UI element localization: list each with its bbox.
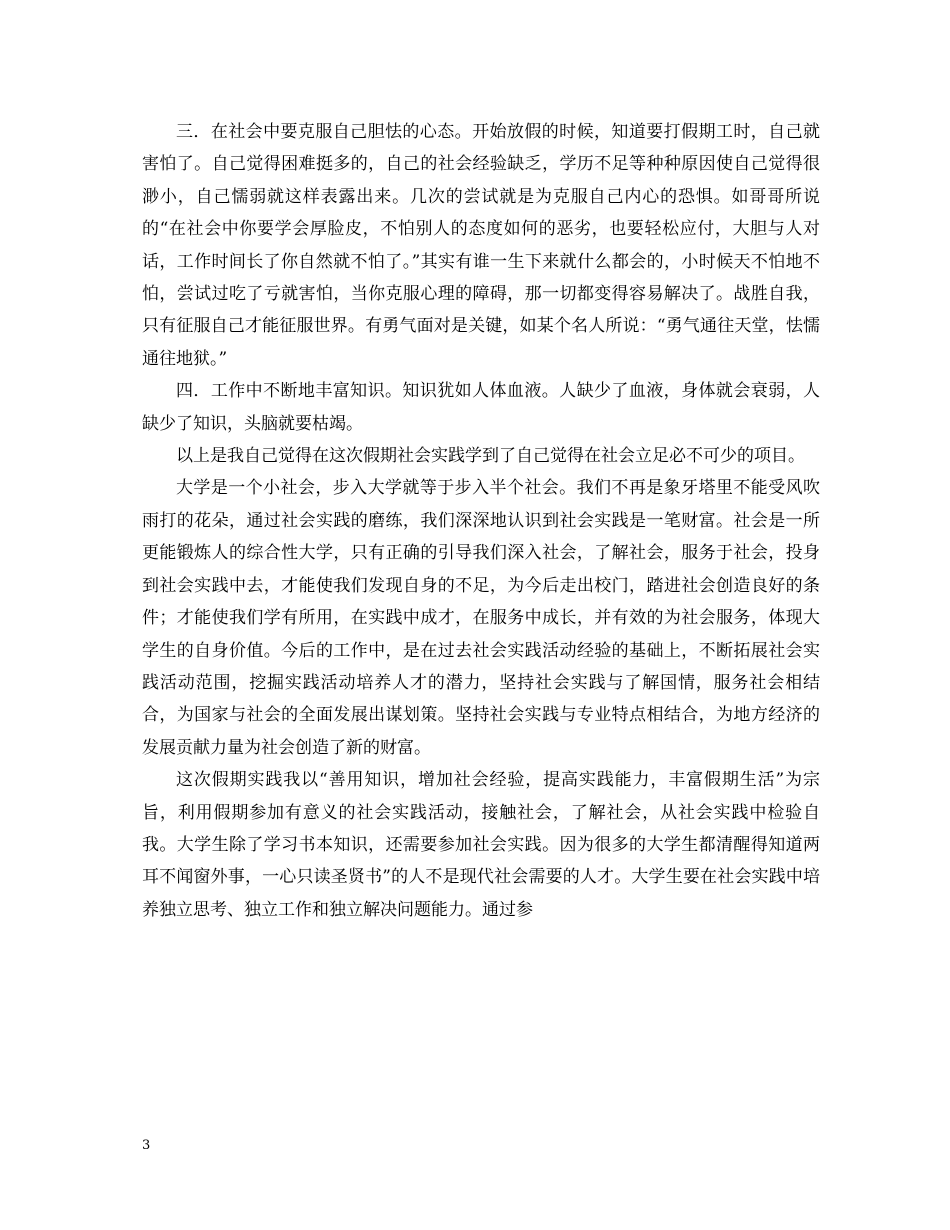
page-number: 3 [142, 1138, 151, 1153]
body-text [142, 116, 820, 926]
paragraph-summary: 以上是我自己觉得在这次假期社会实践学到了自己觉得在社会立足必不可少的项目。 [176, 446, 805, 467]
paragraph-overcome-timidity: 三．在社会中要克服自己胆怯的心态。开始放假的时候，知道要打假期工时，自己就害怕了。自己觉得困难挺多的，自己的社会经验缺乏，学历不足等种种原因使自己觉得很渺小，自己懦弱就这样表露出来。几次的尝试就是为克服自己内心的恐惧。如哥哥所说的“在社会中你要学会厚脸皮，不怕别人的态度如何的恶劣，也要轻松应付，大胆与人对话，工作时间长了你自然就不怕了。”其实有谁一生下来就什么都会的，小时候天不怕地不怕，尝试过吃了亏就害怕，当你克服心理的障碍，那一切都变得容易解决了。战胜自我，只有征服自己才能征服世界。有勇气面对是关键，如某个名人所说：“勇气通往天堂，怯懦通往地狱。” [142, 122, 820, 369]
paragraph-enrich-knowledge: 四．工作中不断地丰富知识。知识犹如人体血液。人缺少了血液，身体就会衰弱，人缺少了知识，头脑就要枯竭。 [142, 381, 820, 434]
paragraph-practice-purpose: 这次假期实践我以“善用知识，增加社会经验，提高实践能力，丰富假期生活”为宗旨，利用假期参加有意义的社会实践活动，接触社会，了解社会，从社会实践中检验自我。大学生除了学习书本知识，还需要参加社会实践。因为很多的大学生都清醒得知道两耳不闻窗外事，一心只读圣贤书”的人不是现代社会需要的人才。大学生要在社会实践中培养独立思考、独立工作和独立解决问题能力。通过参 [142, 770, 820, 920]
paragraph-university-society: 大学是一个小社会，步入大学就等于步入半个社会。我们不再是象牙塔里不能受风吹雨打的花朵，通过社会实践的磨练，我们深深地认识到社会实践是一笔财富。社会是一所更能锻炼人的综合性大学，只有正确的引导我们深入社会，了解社会，服务于社会，投身到社会实践中去，才能使我们发现自身的不足，为今后走出校门，踏进社会创造良好的条件；才能使我们学有所用，在实践中成才，在服务中成长，并有效的为社会服务，体现大学生的自身价值。今后的工作中，是在过去社会实践活动经验的基础上，不断拓展社会实践活动范围，挖掘实践活动培养人才的潜力，坚持社会实践与了解国情，服务社会相结合，为国家与社会的全面发展出谋划策。坚持社会实践与专业特点相结合，为地方经济的发展贡献力量为社会创造了新的财富。 [142, 478, 820, 758]
